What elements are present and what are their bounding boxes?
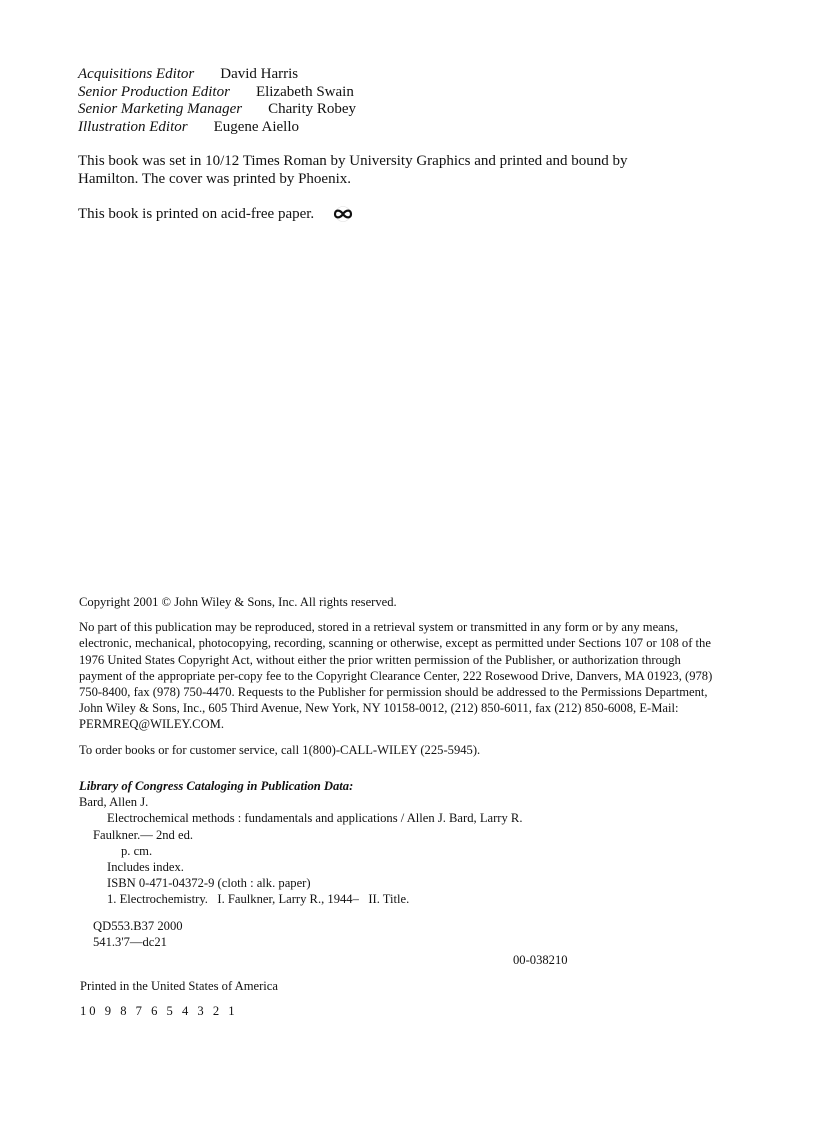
credit-name: Charity Robey [268, 101, 357, 117]
printed-in: Printed in the United States of America [80, 979, 278, 993]
cip-block [79, 778, 719, 967]
cip-subjects: 1. Electrochemistry. I. Faulkner, Larry R., 1944– II. Title. [107, 892, 410, 907]
acid-free-text: This book is printed on acid-free paper. [78, 206, 315, 222]
typeset-note: This book was set in 10/12 Times Roman by University Graphics and printed and bound by Hamilton. The cover was printed by Phoenix. [78, 153, 628, 187]
cip-index-note: Includes index. [107, 860, 184, 875]
legal-notices [79, 594, 719, 768]
infinity-icon [330, 206, 356, 227]
cip-dewey: 541.3'7—dc21 [93, 934, 167, 949]
cip-pages: p. cm. [121, 843, 153, 858]
credit-name: David Harris [220, 66, 299, 82]
credit-senior-marketing-manager [78, 101, 356, 119]
order-info: To order books or for customer service, call 1(800)-CALL-WILEY (225-5945). [79, 742, 481, 757]
credit-name: Eugene Aiello [213, 118, 299, 135]
cip-lccn: 00-038210 [513, 953, 568, 967]
credit-role: Illustration Editor [78, 118, 188, 135]
copyright-line: Copyright 2001 © John Wiley & Sons, Inc. All rights reserved. [79, 595, 397, 609]
cip-isbn: ISBN 0-471-04372-9 (cloth : alk. paper) [107, 876, 311, 891]
cip-call-number: QD553.B37 2000 [93, 918, 183, 933]
credit-acquisitions-editor [78, 66, 356, 84]
cip-title-continued: Faulkner.— 2nd ed. [93, 827, 194, 842]
acid-free-note [78, 205, 356, 227]
credit-role: Acquisitions Editor [78, 66, 195, 82]
cip-spacer [79, 908, 719, 918]
credit-role: Senior Production Editor [78, 83, 230, 100]
credit-illustration-editor [78, 119, 356, 137]
cip-title: Electrochemical methods : fundamentals and applications / Allen J. Bard, Larry R. [107, 811, 523, 826]
credit-name: Elizabeth Swain [255, 83, 354, 100]
credit-role: Senior Marketing Manager [78, 101, 243, 117]
staff-credits [78, 66, 356, 136]
permission-notice: No part of this publication may be reproduced, stored in a retrieval system or transmitted in any form or by any means, electronic, mechanical, photocopying, recording, scanning or otherwise, except as permitted under Sections 107 or 108 of the 1976 United States Copyright Act, without either the prior written permission of the Publisher, or authorization through payment of the appropriate per-copy fee to the Copyright Clearance Center, 222 Rosewood Drive, Danvers, MA 01923, (978) 750-8400, fax (978) 750-4470. Requests to the Publisher for permission should be addressed to the Permissions Department, John Wiley & Sons, Inc., 605 Third Avenue, New York, NY 10158-0012, (212) 850-6011, fax (212) 850-6008, E-Mail: PERMREQ@WILEY.COM. [79, 620, 713, 732]
credit-senior-production-editor [78, 84, 356, 102]
cip-heading: Library of Congress Cataloging in Publication Data: [79, 779, 354, 793]
print-line: 10 9 8 7 6 5 4 3 2 1 [80, 1004, 238, 1018]
cip-author: Bard, Allen J. [79, 795, 149, 810]
